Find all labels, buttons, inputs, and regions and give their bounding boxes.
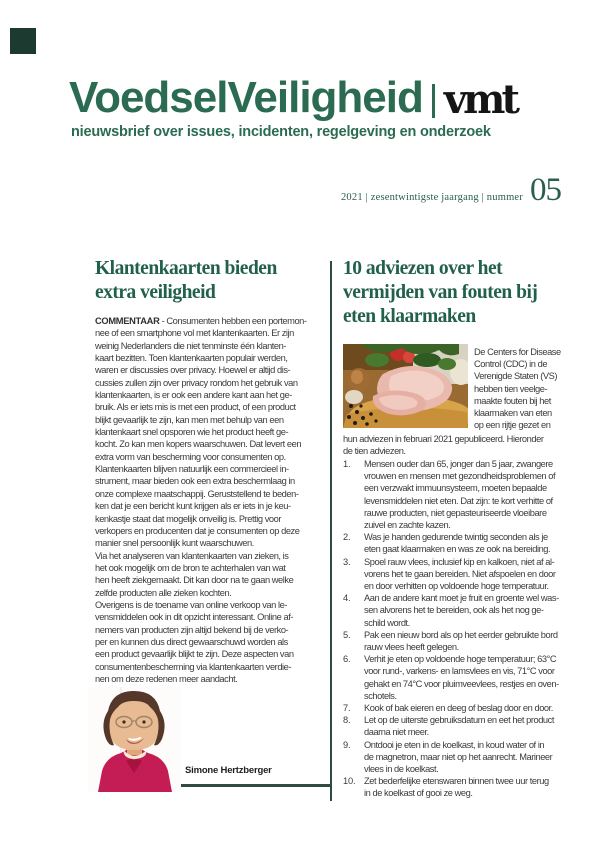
text-line: extra vorm van bescherming voor consumenten op. [95, 451, 286, 462]
text-line: hebben tien veelge- [474, 383, 548, 394]
advice-text [364, 531, 565, 555]
masthead-tagline: nieuwsbrief over issues, incidenten, regelgeving en onderzoek [71, 124, 491, 140]
text-line: rauw vlees heeft gelegen. [364, 642, 459, 653]
text-line: Verhit je eten op voldoende hoge temperatuur; 63°C [364, 654, 557, 665]
text-line: hun adviezen in februari 2021 gepubliceerd. Hieronder [343, 434, 544, 444]
text-line: nee of een smartphone vol met klantenkaarten. Er zijn [95, 328, 294, 339]
text-line: schotels. [364, 690, 397, 701]
advice-text [364, 458, 565, 531]
advice-item [343, 531, 565, 555]
text-line: zelfde producten alle zieken kochten. [95, 587, 232, 598]
text-line: rauwe producten, niet gepasteuriseerde vloeibare [364, 507, 547, 518]
advice-item [343, 653, 565, 702]
text-line: consumentenbescherming via klantenkaarten verdie- [95, 661, 292, 672]
text-line: schild wordt. [364, 617, 410, 628]
text-line: Via het analyseren van klantenkaarten van zieken, is [95, 550, 289, 561]
text-line: Klantenkaarten bieden [95, 258, 277, 279]
advice-item [343, 458, 565, 531]
text-line: Let op de uiterste gebruiksdatum en eet het product [364, 715, 554, 726]
text-line: en door verhitten op voldoende hoge temperatuur. [364, 581, 549, 592]
advice-item [343, 592, 565, 629]
text-line: maakte fouten bij het [474, 395, 551, 406]
text-line: Was je handen gedurende twintig seconden als je [364, 532, 548, 543]
advice-list [343, 458, 565, 800]
advice-number: 2. [343, 532, 351, 543]
text-line: vermijden van fouten bij [343, 282, 538, 303]
right-article-title [343, 257, 568, 329]
text-line: op een rijtje gezet en [474, 420, 551, 431]
text-line: weinig Nederlanders die niet tenminste één klanten- [95, 340, 287, 351]
text-line: nemers van producten zijn altijd bekend bij de verko- [95, 624, 289, 635]
text-line: in de koelkast of gooi ze weg. [364, 788, 473, 799]
text-line: vlees in de koelkast. [364, 764, 439, 775]
vmt-logo: vmt [443, 76, 516, 123]
text-line: vrouwen en mensen met gezondheidsproblemen of [364, 471, 556, 482]
text-line: De Centers for Disease [474, 347, 561, 357]
text-line: 10 adviezen over het [343, 258, 503, 279]
advice-item [343, 629, 565, 653]
text-line: eten klaarmaken [343, 306, 476, 327]
text-line: sen alvorens het te bereiden, ook als het nog ge- [364, 605, 544, 616]
text-line: Pak een nieuw bord als op het eerder gebruikte bord [364, 629, 558, 640]
text-line: Verenigde Staten (VS) [474, 371, 558, 382]
green-rule [173, 784, 331, 787]
advice-number: 6. [343, 654, 351, 665]
text-line: de tien adviezen. [343, 446, 406, 457]
advice-number: 3. [343, 556, 351, 567]
text-line: de magnetron, maar niet op het aanrecht. Marineer [364, 751, 553, 762]
text-line: klantenkaart snel opsporen wie het product heeft ge- [95, 427, 289, 438]
text-line: een verzwakt immuunsysteem, moeten bepaalde [364, 483, 547, 494]
advice-text [364, 653, 565, 702]
text-line: levensmiddelen niet eten. Dat zijn: te kort verhitte of [364, 495, 553, 506]
text-line: bruik. Als er iets mis is met een product, of een product [95, 402, 296, 413]
text-line: kocht. Zo kan men kopers waarschuwen. Dat levert een [95, 439, 302, 450]
advice-number: 5. [343, 629, 351, 640]
simone-hertzberger-photo [88, 687, 181, 792]
issue-line [341, 172, 561, 209]
text-line: strument, maar bieden ook een extra beschermlaag in [95, 476, 295, 487]
advice-number: 1. [343, 459, 351, 469]
right-intro-wrapped-text [474, 346, 564, 431]
advice-item [343, 775, 565, 799]
advice-number: 10. [343, 776, 356, 787]
text-line: hen heeft ziekgemaakt. Dit kan door na te gaan welke [95, 575, 294, 586]
kicker-commentaar: COMMENTAAR [95, 316, 160, 326]
right-intro-full-text [343, 433, 563, 457]
advice-number: 7. [343, 703, 351, 714]
brand-corner-square [10, 28, 36, 54]
text-line: voor rund-, varkens- en lamsvlees en vis, 71°C voor [364, 666, 555, 677]
advice-number: 4. [343, 593, 351, 604]
text-line: Klantenkaarten blijven natuurlijk een commercieel in- [95, 464, 289, 475]
text-line: klaarmaken van eten [474, 408, 552, 419]
text-line: Ontdooi je eten in de koelkast, in koud water of in [364, 739, 545, 750]
issue-text: 2021 | zesentwintigste jaargang | nummer [340, 192, 523, 203]
text-line: gehakt en 74°C voor pluimveevlees, restjes en oven- [364, 678, 559, 689]
text-line: Control (CDC) in de [474, 359, 548, 370]
body-first-line [95, 315, 313, 327]
advice-text [364, 592, 565, 629]
text-line: zuivel en zachte kazen. [364, 520, 451, 531]
advice-item [343, 556, 565, 593]
text-line: Spoel rauw vlees, inclusief kip en kalkoen, niet af al- [364, 556, 555, 567]
raw-chicken-photo [343, 344, 468, 428]
text-line: een product gevaarlijk blijkt te zijn. Deze aspecten van [95, 649, 294, 660]
text-line: het ook mogelijk om de bron te achterhalen van wat [95, 562, 286, 573]
advice-text [364, 629, 565, 653]
text-line: klantenkaarten, is er ook een andere kant aan het ge- [95, 390, 292, 401]
advice-item [343, 702, 565, 714]
text-line: ken dat je een bericht kunt krijgen als er iets in je keu- [95, 501, 291, 512]
text-line: onze complexe maatschappij. Geruststellend te beden- [95, 488, 299, 499]
text-line: Aan de andere kant moet je fruit en groente wel was- [364, 593, 559, 604]
text-line: vorens het te gaan bereiden. Niet afspoelen en door [364, 568, 556, 579]
text-line: blijkt gevaarlijk te zijn, kan men met behulp van een [95, 414, 284, 425]
advice-number: 9. [343, 739, 351, 750]
column-divider [330, 261, 332, 801]
text-line: Overigens is de toename van online verkoop van le- [95, 599, 287, 610]
advice-text [364, 714, 565, 738]
text-line: vensmiddelen ook in dit opzicht interessant. Online af- [95, 612, 293, 623]
photo-caption: Simone Hertzberger [185, 765, 272, 776]
advice-text [364, 556, 565, 593]
masthead [69, 73, 520, 123]
advice-text [364, 775, 565, 799]
text-line: kaart bezitten. Toen klantenkaarten populair werden, [95, 353, 288, 364]
advice-item [343, 739, 565, 776]
text-line: nen om deze redenen meer aandacht. [95, 673, 238, 684]
advice-item [343, 714, 565, 738]
text-line: verkopers en producenten dat je consumenten op deze [95, 525, 300, 536]
text-line: Zet bederfelijke etenswaren binnen twee uur terug [364, 776, 549, 787]
text-line: daarna niet meer. [364, 727, 429, 738]
text-line: cussies zullen zijn over privacy rondom het gebruik van [95, 377, 298, 388]
text-line: waren er discussies over privacy. Hoewel er altijd dis- [95, 365, 291, 376]
advice-text [364, 702, 565, 714]
text-line: kenkastje staat dat mogelijk onveilig is. Prettig voor [95, 513, 282, 524]
masthead-title: VoedselVeiligheid [69, 73, 423, 122]
advice-text [364, 739, 565, 776]
advice-number: 8. [343, 715, 351, 726]
masthead-pipe-divider [432, 84, 435, 118]
left-article-title [95, 257, 320, 305]
left-article-body [95, 315, 313, 685]
text-line: per en kunnen dus direct gewaarschuwd worden als [95, 636, 288, 647]
text-line: Mensen ouder dan 65, jonger dan 5 jaar, zwangere [364, 459, 553, 469]
body-first-line-rest: - Consumenten hebben een portemon- [159, 316, 307, 326]
text-line: manier snel persoonlijk kunt waarschuwen. [95, 538, 254, 549]
text-line: eten gaat klaarmaken en was ze ook na bereiding. [364, 544, 551, 555]
text-line: Kook of bak eieren en deeg of beslag door en door. [364, 703, 553, 714]
body-lines [95, 327, 313, 685]
text-line: extra veiligheid [95, 282, 216, 303]
issue-number: 05 [530, 172, 561, 208]
